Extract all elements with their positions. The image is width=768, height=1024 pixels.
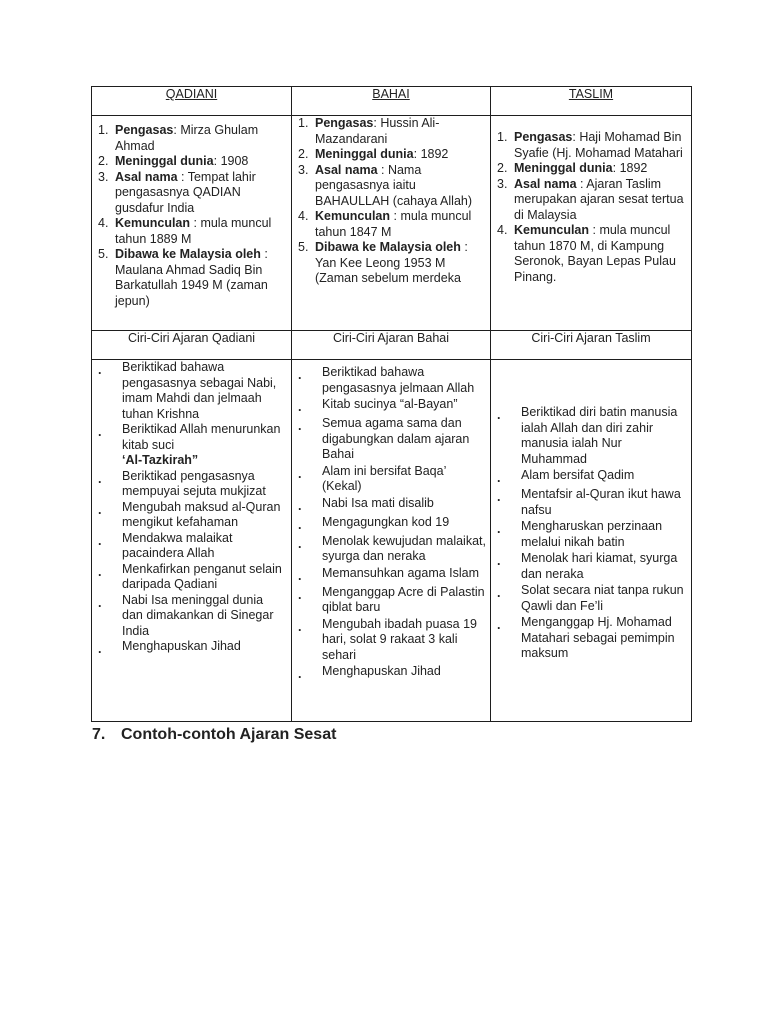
item-value: 1892 [420, 147, 449, 161]
item-value: Nama pengasasnya iaitu BAHAULLAH (cahaya Allah) [315, 162, 473, 208]
qadiani-ciri-item [92, 360, 291, 422]
qadiani-ciri-item [92, 469, 291, 500]
taslim-ciri-item [491, 615, 691, 662]
qadiani-info-cell [92, 116, 292, 331]
bullet-icon: . [298, 498, 302, 513]
item-label: Meninggal dunia [115, 154, 214, 168]
section-heading [92, 726, 336, 744]
ciri-text [122, 593, 291, 640]
ciri-value: Alam ini bersifat Baqa’ (Kekal) [322, 463, 446, 493]
ciri-header-bahai: Ciri-Ciri Ajaran Bahai [292, 331, 491, 360]
item-label: Pengasas [514, 130, 573, 144]
item-text [115, 216, 291, 247]
bullet-icon: . [98, 564, 102, 579]
taslim-ciri-item [491, 551, 691, 582]
item-value: Tempat lahir pengasasnya QADIAN gusdafur India [115, 169, 256, 215]
ciri-text [122, 360, 291, 422]
ciri-value: Solat secara niat tanpa rukun Qawli dan Fe’li [521, 583, 684, 613]
qadiani-ciri-list [92, 360, 291, 657]
bullet-icon: . [497, 618, 501, 632]
bahai-info-item [292, 240, 490, 287]
qadiani-info-item [92, 123, 291, 154]
item-value: Yan Kee Leong 1953 M (Zaman sebelum merdeka [315, 255, 461, 285]
bahai-ciri-list [292, 360, 490, 682]
item-separator: : [373, 116, 381, 130]
ciri-text [122, 500, 291, 531]
ciri-text [322, 566, 490, 584]
header-taslim: TASLIM [491, 87, 692, 116]
bahai-ciri-item [292, 365, 490, 396]
header-row [92, 87, 692, 116]
item-separator: : [612, 161, 620, 175]
taslim-info-item [491, 130, 691, 161]
item-number: 2. [98, 154, 109, 168]
qadiani-ciri-item [92, 531, 291, 562]
ciri-value: Mengubah ibadah puasa 19 hari, solat 9 rakaat 3 kali sehari [322, 616, 477, 662]
ciri-text [122, 422, 291, 469]
ciri-value: Menghapuskan Jihad [122, 639, 241, 653]
item-separator: : [213, 154, 221, 168]
item-value: 1908 [220, 154, 249, 168]
ciri-text [322, 464, 490, 495]
item-text [315, 163, 490, 210]
item-number: 2. [298, 147, 309, 161]
comparison-table [91, 86, 692, 722]
ciri-value: Menkafirkan penganut selain daripada Qadiani [122, 561, 282, 591]
bahai-info-list [292, 116, 490, 287]
ciri-value: Nabi Isa meninggal dunia dan dimakankan di Sinegar India [122, 592, 274, 638]
ciri-text [122, 562, 291, 593]
qadiani-info-item [92, 216, 291, 247]
bullet-icon: . [298, 419, 302, 433]
taslim-ciri-item [491, 405, 691, 467]
item-separator: : [190, 216, 201, 230]
header-bahai: BAHAI [292, 87, 491, 116]
bahai-ciri-item [292, 496, 490, 514]
ciri-text [322, 585, 490, 616]
ciri-value: Nabi Isa mati disalib [322, 495, 434, 510]
ciri-value: Beriktikad Allah menurunkan kitab suci [122, 422, 281, 452]
item-text [315, 209, 490, 240]
ciri-value: Memansuhkan agama Islam [322, 565, 480, 580]
taslim-info-cell [491, 116, 692, 331]
item-text [315, 116, 490, 147]
bahai-ciri-item [292, 534, 490, 565]
qadiani-info-list [92, 116, 291, 309]
item-number: 4. [98, 216, 109, 230]
qadiani-info-item [92, 170, 291, 217]
bahai-ciri-item [292, 397, 490, 415]
bahai-info-item [292, 147, 490, 163]
bullet-icon: . [98, 642, 102, 656]
item-text [315, 240, 490, 287]
item-label: Kemunculan [315, 209, 391, 223]
item-label: Kemunculan [115, 216, 191, 230]
ciri-text [322, 496, 490, 514]
ciri-value: Beriktikad pengasasnya mempuyai sejuta mukjizat [122, 468, 266, 498]
item-value: Hussin Ali-Mazandarani [315, 116, 440, 146]
ciri-header-row [92, 331, 692, 360]
item-label: Asal nama [514, 176, 577, 191]
bullet-icon: . [298, 568, 302, 583]
bullet-icon: . [497, 586, 501, 600]
bullet-icon: . [497, 522, 501, 536]
item-text [115, 123, 291, 154]
ciri-value: Menolak kewujudan malaikat, syurga dan neraka [322, 533, 486, 563]
ciri-text [322, 664, 490, 682]
bahai-ciri-item [292, 416, 490, 463]
item-number: 3. [298, 162, 309, 177]
ciri-text [521, 468, 691, 486]
ciri-value: Mengubah maksud al-Quran mengikut kefahaman [122, 499, 281, 529]
ciri-header-qadiani: Ciri-Ciri Ajaran Qadiani [92, 331, 292, 360]
qadiani-ciri-item [92, 593, 291, 640]
ciri-text [322, 397, 490, 415]
bahai-ciri-item [292, 464, 490, 495]
item-number: 3. [98, 169, 109, 184]
bullet-icon: . [298, 667, 302, 681]
ciri-value: Semua agama sama dan digabungkan dalam ajaran Bahai [322, 416, 470, 461]
taslim-ciri-list [491, 360, 691, 662]
ciri-text [521, 615, 691, 662]
bullet-icon: . [298, 536, 302, 551]
bahai-ciri-item [292, 585, 490, 616]
item-text [514, 223, 691, 285]
ciri-value: Mendakwa malaikat pacaindera Allah [122, 530, 233, 560]
bahai-info-item [292, 163, 490, 210]
ciri-text [521, 583, 691, 614]
item-separator: : [173, 123, 181, 137]
taslim-ciri-item [491, 583, 691, 614]
item-separator: : [260, 247, 268, 261]
ciri-text [521, 551, 691, 582]
taslim-ciri-cell [491, 360, 692, 722]
bahai-info-item [292, 209, 490, 240]
taslim-ciri-item [491, 519, 691, 550]
ciri-value: Menolak hari kiamat, syurga dan neraka [521, 551, 678, 581]
ciri-value: Beriktikad bahawa pengasasnya jelmaan Allah [322, 365, 475, 395]
taslim-info-item [491, 161, 691, 177]
item-text [115, 170, 291, 217]
bullet-icon: . [497, 490, 501, 504]
item-label: Kemunculan [514, 223, 590, 237]
taslim-info-item [491, 177, 691, 224]
taslim-info-item [491, 223, 691, 285]
qadiani-ciri-item [92, 500, 291, 531]
item-value: 1892 [619, 161, 648, 175]
ciri-text [122, 639, 291, 657]
item-label: Pengasas [115, 123, 174, 137]
item-text [514, 161, 691, 177]
bahai-ciri-item [292, 617, 490, 664]
item-number: 4. [497, 223, 508, 237]
item-text [315, 147, 490, 163]
ciri-value: Beriktikad bahawa pengasasnya sebagai Nabi, imam Mahdi dan jelmaah tuhan Krishna [122, 360, 277, 421]
ciri-row [92, 360, 692, 722]
item-label: Dibawa ke Malaysia oleh [115, 247, 261, 261]
item-value: Ajaran Taslim merupakan ajaran sesat tertua di Malaysia [514, 176, 684, 222]
item-label: Meninggal dunia [315, 147, 414, 161]
item-text [115, 154, 291, 170]
item-number: 1. [98, 123, 109, 137]
section-number: 7. [92, 726, 106, 743]
bahai-ciri-item [292, 515, 490, 533]
header-qadiani: QADIANI [92, 87, 292, 116]
ciri-text [521, 519, 691, 550]
taslim-info-list [491, 116, 691, 285]
ciri-value: Beriktikad diri batin manusia ialah Allah dan diri zahir manusia ialah Nur Muhammad [521, 405, 678, 466]
bullet-icon: . [298, 400, 302, 414]
ciri-header-taslim: Ciri-Ciri Ajaran Taslim [491, 331, 692, 360]
bahai-ciri-cell [292, 360, 491, 722]
item-separator: : [413, 147, 421, 161]
ciri-text [122, 469, 291, 500]
item-separator: : [589, 223, 600, 237]
bullet-icon: . [298, 368, 302, 382]
item-separator: : [576, 176, 587, 191]
ciri-value: Mengagungkan kod 19 [322, 514, 450, 529]
item-value: mula muncul tahun 1847 M [315, 209, 472, 239]
bullet-icon: . [298, 587, 302, 602]
ciri-text [122, 531, 291, 562]
section-title: Contoh-contoh Ajaran Sesat [121, 726, 337, 743]
item-number: 5. [298, 240, 309, 254]
ciri-text [521, 487, 691, 518]
ciri-text [521, 405, 691, 467]
bullet-icon: . [98, 363, 102, 377]
ciri-value: Mengharuskan perzinaan melalui nikah batin [521, 519, 663, 549]
item-label: Dibawa ke Malaysia oleh [315, 240, 461, 254]
ciri-text [322, 365, 490, 396]
taslim-ciri-item [491, 487, 691, 518]
bahai-info-item [292, 116, 490, 147]
item-value: Maulana Ahmad Sadiq Bin Barkatullah 1949 M (zaman jepun) [115, 262, 268, 308]
ciri-text [322, 416, 490, 463]
ciri-text [322, 515, 490, 533]
ciri-value: Mentafsir al-Quran ikut hawa nafsu [521, 487, 681, 517]
item-number: 5. [98, 247, 109, 261]
item-separator: : [177, 169, 188, 184]
bullet-icon: . [98, 425, 102, 439]
taslim-ciri-item [491, 468, 691, 486]
bullet-icon: . [497, 554, 501, 568]
qadiani-ciri-item [92, 422, 291, 469]
ciri-value: Menganggap Acre di Palastin qiblat baru [322, 584, 485, 614]
ciri-text [322, 534, 490, 565]
ciri-value: Menganggap Hj. Mohamad Matahari sebagai pemimpin maksum [521, 615, 675, 660]
qadiani-info-item [92, 247, 291, 309]
bullet-icon: . [98, 595, 102, 610]
item-text [115, 247, 291, 309]
item-text [514, 130, 691, 161]
bullet-icon: . [497, 408, 501, 422]
item-separator: : [460, 240, 468, 254]
bahai-info-cell [292, 116, 491, 331]
bullet-icon: . [298, 466, 302, 481]
item-label: Meninggal dunia [514, 161, 613, 175]
bahai-ciri-item [292, 566, 490, 584]
ciri-value: Kitab sucinya “al-Bayan” [322, 397, 458, 411]
item-label: Asal nama [115, 169, 178, 184]
item-number: 3. [497, 176, 508, 191]
bahai-ciri-item [292, 664, 490, 682]
item-separator: : [572, 130, 580, 144]
item-number: 4. [298, 209, 309, 223]
ciri-value: Menghapuskan Jihad [322, 664, 441, 678]
bullet-icon: . [298, 517, 302, 532]
info-row [92, 116, 692, 331]
item-text [514, 177, 691, 224]
item-number: 2. [497, 161, 508, 175]
item-value: mula muncul tahun 1889 M [115, 216, 272, 246]
item-separator: : [390, 209, 401, 223]
bullet-icon: . [98, 502, 102, 517]
qadiani-ciri-item [92, 562, 291, 593]
bullet-icon: . [98, 533, 102, 548]
bullet-icon: . [98, 471, 102, 486]
item-number: 1. [298, 116, 309, 130]
item-label: Asal nama [315, 162, 378, 177]
qadiani-ciri-item [92, 639, 291, 657]
ciri-text [322, 617, 490, 664]
item-value: mula muncul tahun 1870 M, di Kampung Seronok, Bayan Lepas Pulau Pinang. [514, 223, 676, 284]
qadiani-ciri-cell [92, 360, 292, 722]
item-separator: : [377, 162, 388, 177]
qadiani-info-item [92, 154, 291, 170]
kitab-name: ‘Al-Tazkirah” [122, 453, 199, 467]
item-number: 1. [497, 130, 508, 144]
item-label: Pengasas [315, 116, 374, 130]
ciri-value: Alam bersifat Qadim [521, 468, 635, 482]
bullet-icon: . [298, 619, 302, 634]
item-value: Mirza Ghulam Ahmad [115, 123, 259, 153]
bullet-icon: . [497, 471, 501, 485]
item-value: Haji Mohamad Bin Syafie (Hj. Mohamad Matahari [514, 130, 683, 160]
